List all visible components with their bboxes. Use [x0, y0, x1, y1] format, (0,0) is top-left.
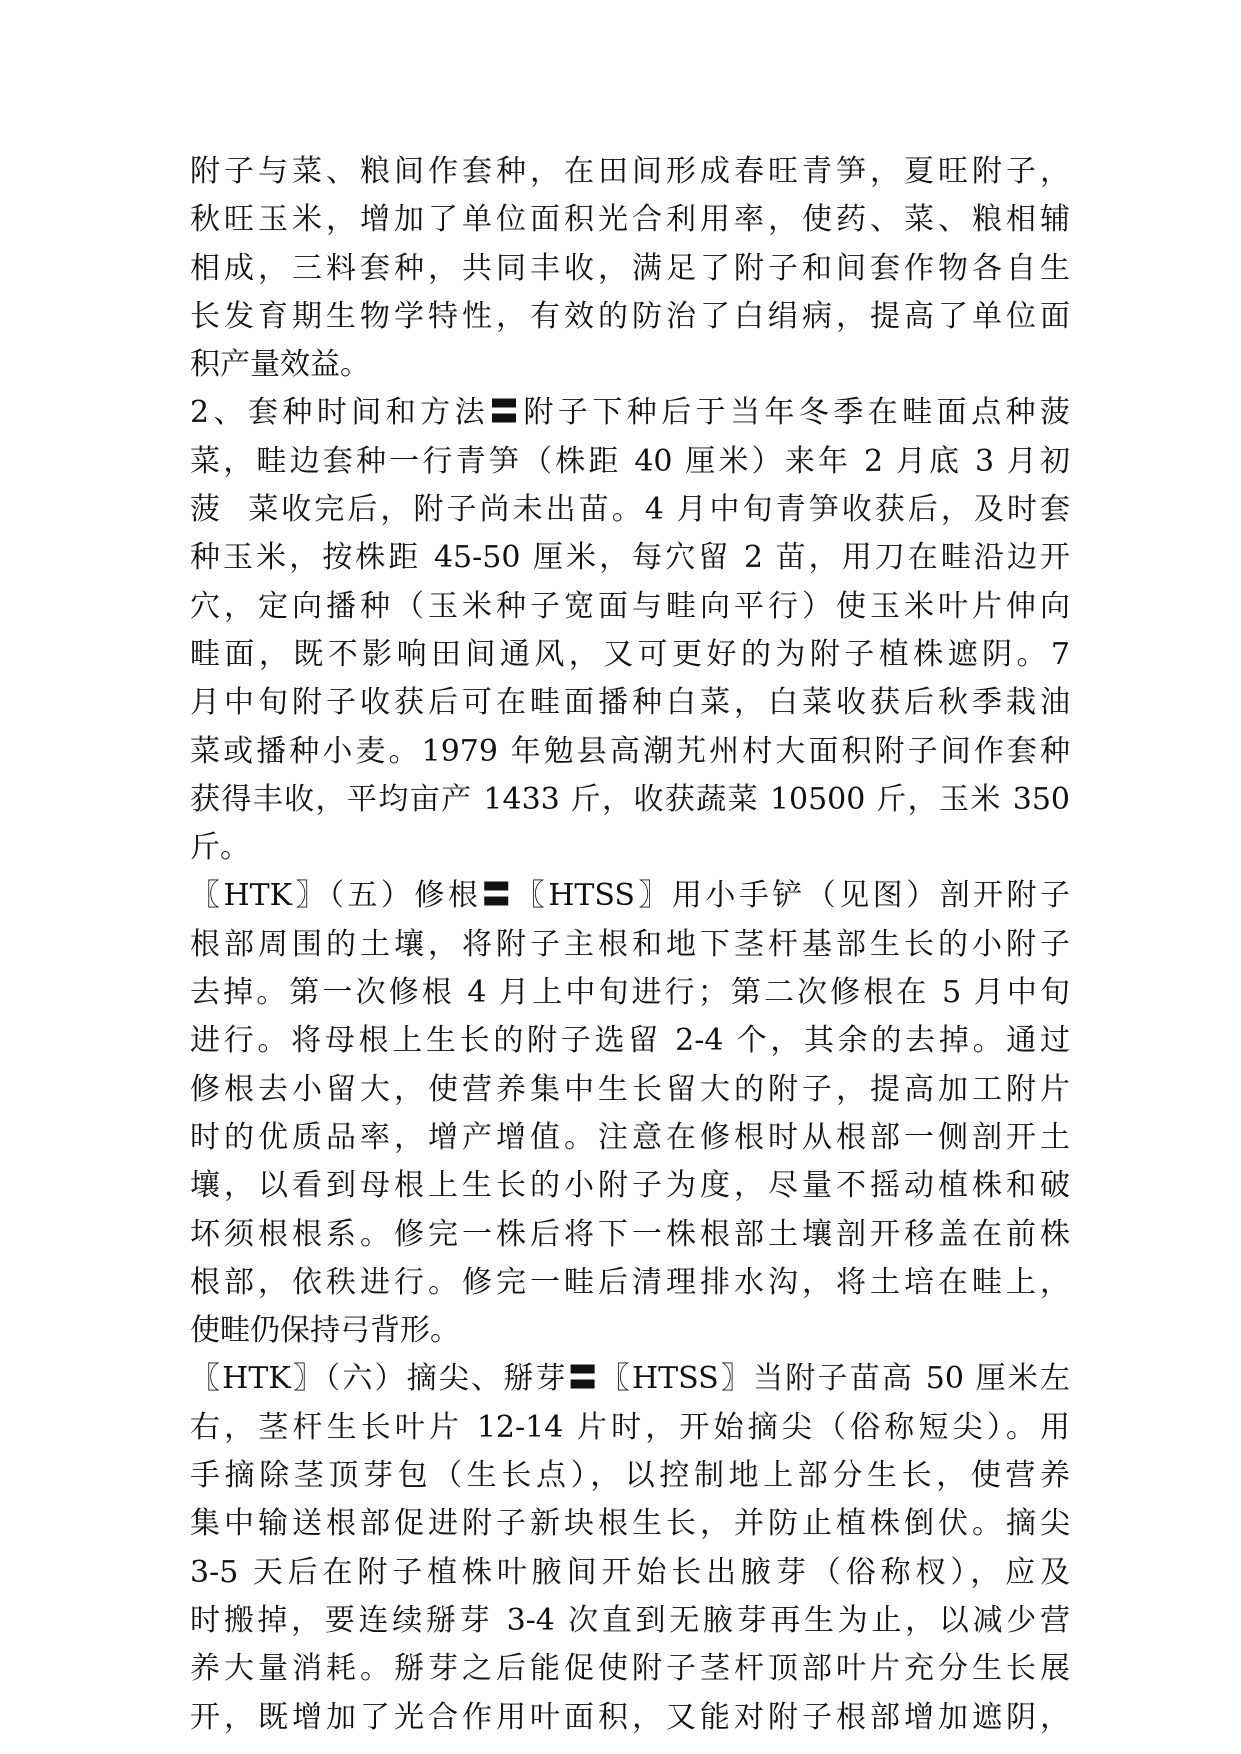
text-line: 菜，畦边套种一行青笋（株距 40 厘米）来年 2 月底 3 月初 — [190, 443, 1070, 479]
text-line: 积产量效益。 — [190, 347, 370, 383]
text-line: 月中旬附子收获后可在畦面播种白菜，白菜收获后秋季栽油 — [190, 685, 1070, 721]
text-line: 3-5 天后在附子植株叶腋间开始长出腋芽（俗称杈），应及 — [190, 1554, 1070, 1590]
text-line: 进行。将母根上生长的附子选留 2-4 个，其余的去掉。通过 — [190, 1023, 1070, 1059]
text-line: 根部，依秩进行。修完一畦后清理排水沟，将土培在畦上， — [190, 1264, 1070, 1300]
text-line: 根部周围的土壤，将附子主根和地下茎杆基部生长的小附子 — [190, 926, 1070, 962]
text-line: 壤，以看到母根上生长的小附子为度，尽量不摇动植株和破 — [190, 1168, 1070, 1204]
text-line: 手摘除茎顶芽包（生长点），以控制地上部分生长，使营养 — [190, 1458, 1070, 1494]
text-line: 右，茎杆生长叶片 12-14 片时，开始摘尖（俗称短尖）。用 — [190, 1409, 1070, 1445]
body-text — [190, 148, 1070, 1742]
text-line: 集中输送根部促进附子新块根生长，并防止植株倒伏。摘尖 — [190, 1506, 1070, 1542]
text-line: 〖HTK〗（五）修根〓〖HTSS〗用小手铲（见图）剖开附子 — [190, 878, 1070, 914]
text-line: 使畦仍保持弓背形。 — [190, 1313, 460, 1349]
text-line: 开，既增加了光合作用叶面积，又能对附子根部增加遮阴， — [190, 1699, 1070, 1735]
text-line: 菠 菜收完后，附子尚未出苗。4 月中旬青笋收获后，及时套 — [190, 492, 1070, 528]
text-line: 修根去小留大，使营养集中生长留大的附子，提高加工附片 — [190, 1071, 1070, 1107]
text-line: 〖HTK〗（六）摘尖、掰芽〓〖HTSS〗当附子苗高 50 厘米左 — [190, 1361, 1070, 1397]
text-line: 时搬掉，要连续掰芽 3-4 次直到无腋芽再生为止，以减少营 — [190, 1602, 1070, 1638]
text-line: 斤。 — [190, 830, 250, 866]
text-line: 秋旺玉米，增加了单位面积光合利用率，使药、菜、粮相辅 — [190, 202, 1070, 238]
text-line: 长发育期生物学特性，有效的防治了白绢病，提高了单位面 — [190, 298, 1070, 334]
text-line: 坏须根根系。修完一株后将下一株根部土壤剖开移盖在前株 — [190, 1216, 1070, 1252]
text-line: 相成，三料套种，共同丰收，满足了附子和间套作物各自生 — [190, 250, 1070, 286]
text-line: 获得丰收，平均亩产 1433 斤，收获蔬菜 10500 斤，玉米 350 — [190, 781, 1070, 817]
text-line: 穴，定向播种（玉米种子宽面与畦向平行）使玉米叶片伸向 — [190, 588, 1070, 624]
text-line: 去掉。第一次修根 4 月上中旬进行；第二次修根在 5 月中旬 — [190, 975, 1070, 1011]
text-line: 畦面，既不影响田间通风，又可更好的为附子植株遮阴。7 — [190, 636, 1070, 672]
text-line: 菜或播种小麦。1979 年勉县高潮艽州村大面积附子间作套种 — [190, 733, 1070, 769]
text-line: 种玉米，按株距 45-50 厘米，每穴留 2 苗，用刀在畦沿边开 — [190, 540, 1070, 576]
text-line: 2、套种时间和方法〓附子下种后于当年冬季在畦面点种菠 — [190, 395, 1070, 431]
text-line: 附子与菜、粮间作套种，在田间形成春旺青笋，夏旺附子， — [190, 154, 1070, 189]
text-line: 时的优质品率，增产增值。注意在修根时从根部一侧剖开土 — [190, 1119, 1070, 1155]
text-line: 养大量消耗。掰芽之后能促使附子茎杆顶部叶片充分生长展 — [190, 1651, 1070, 1687]
